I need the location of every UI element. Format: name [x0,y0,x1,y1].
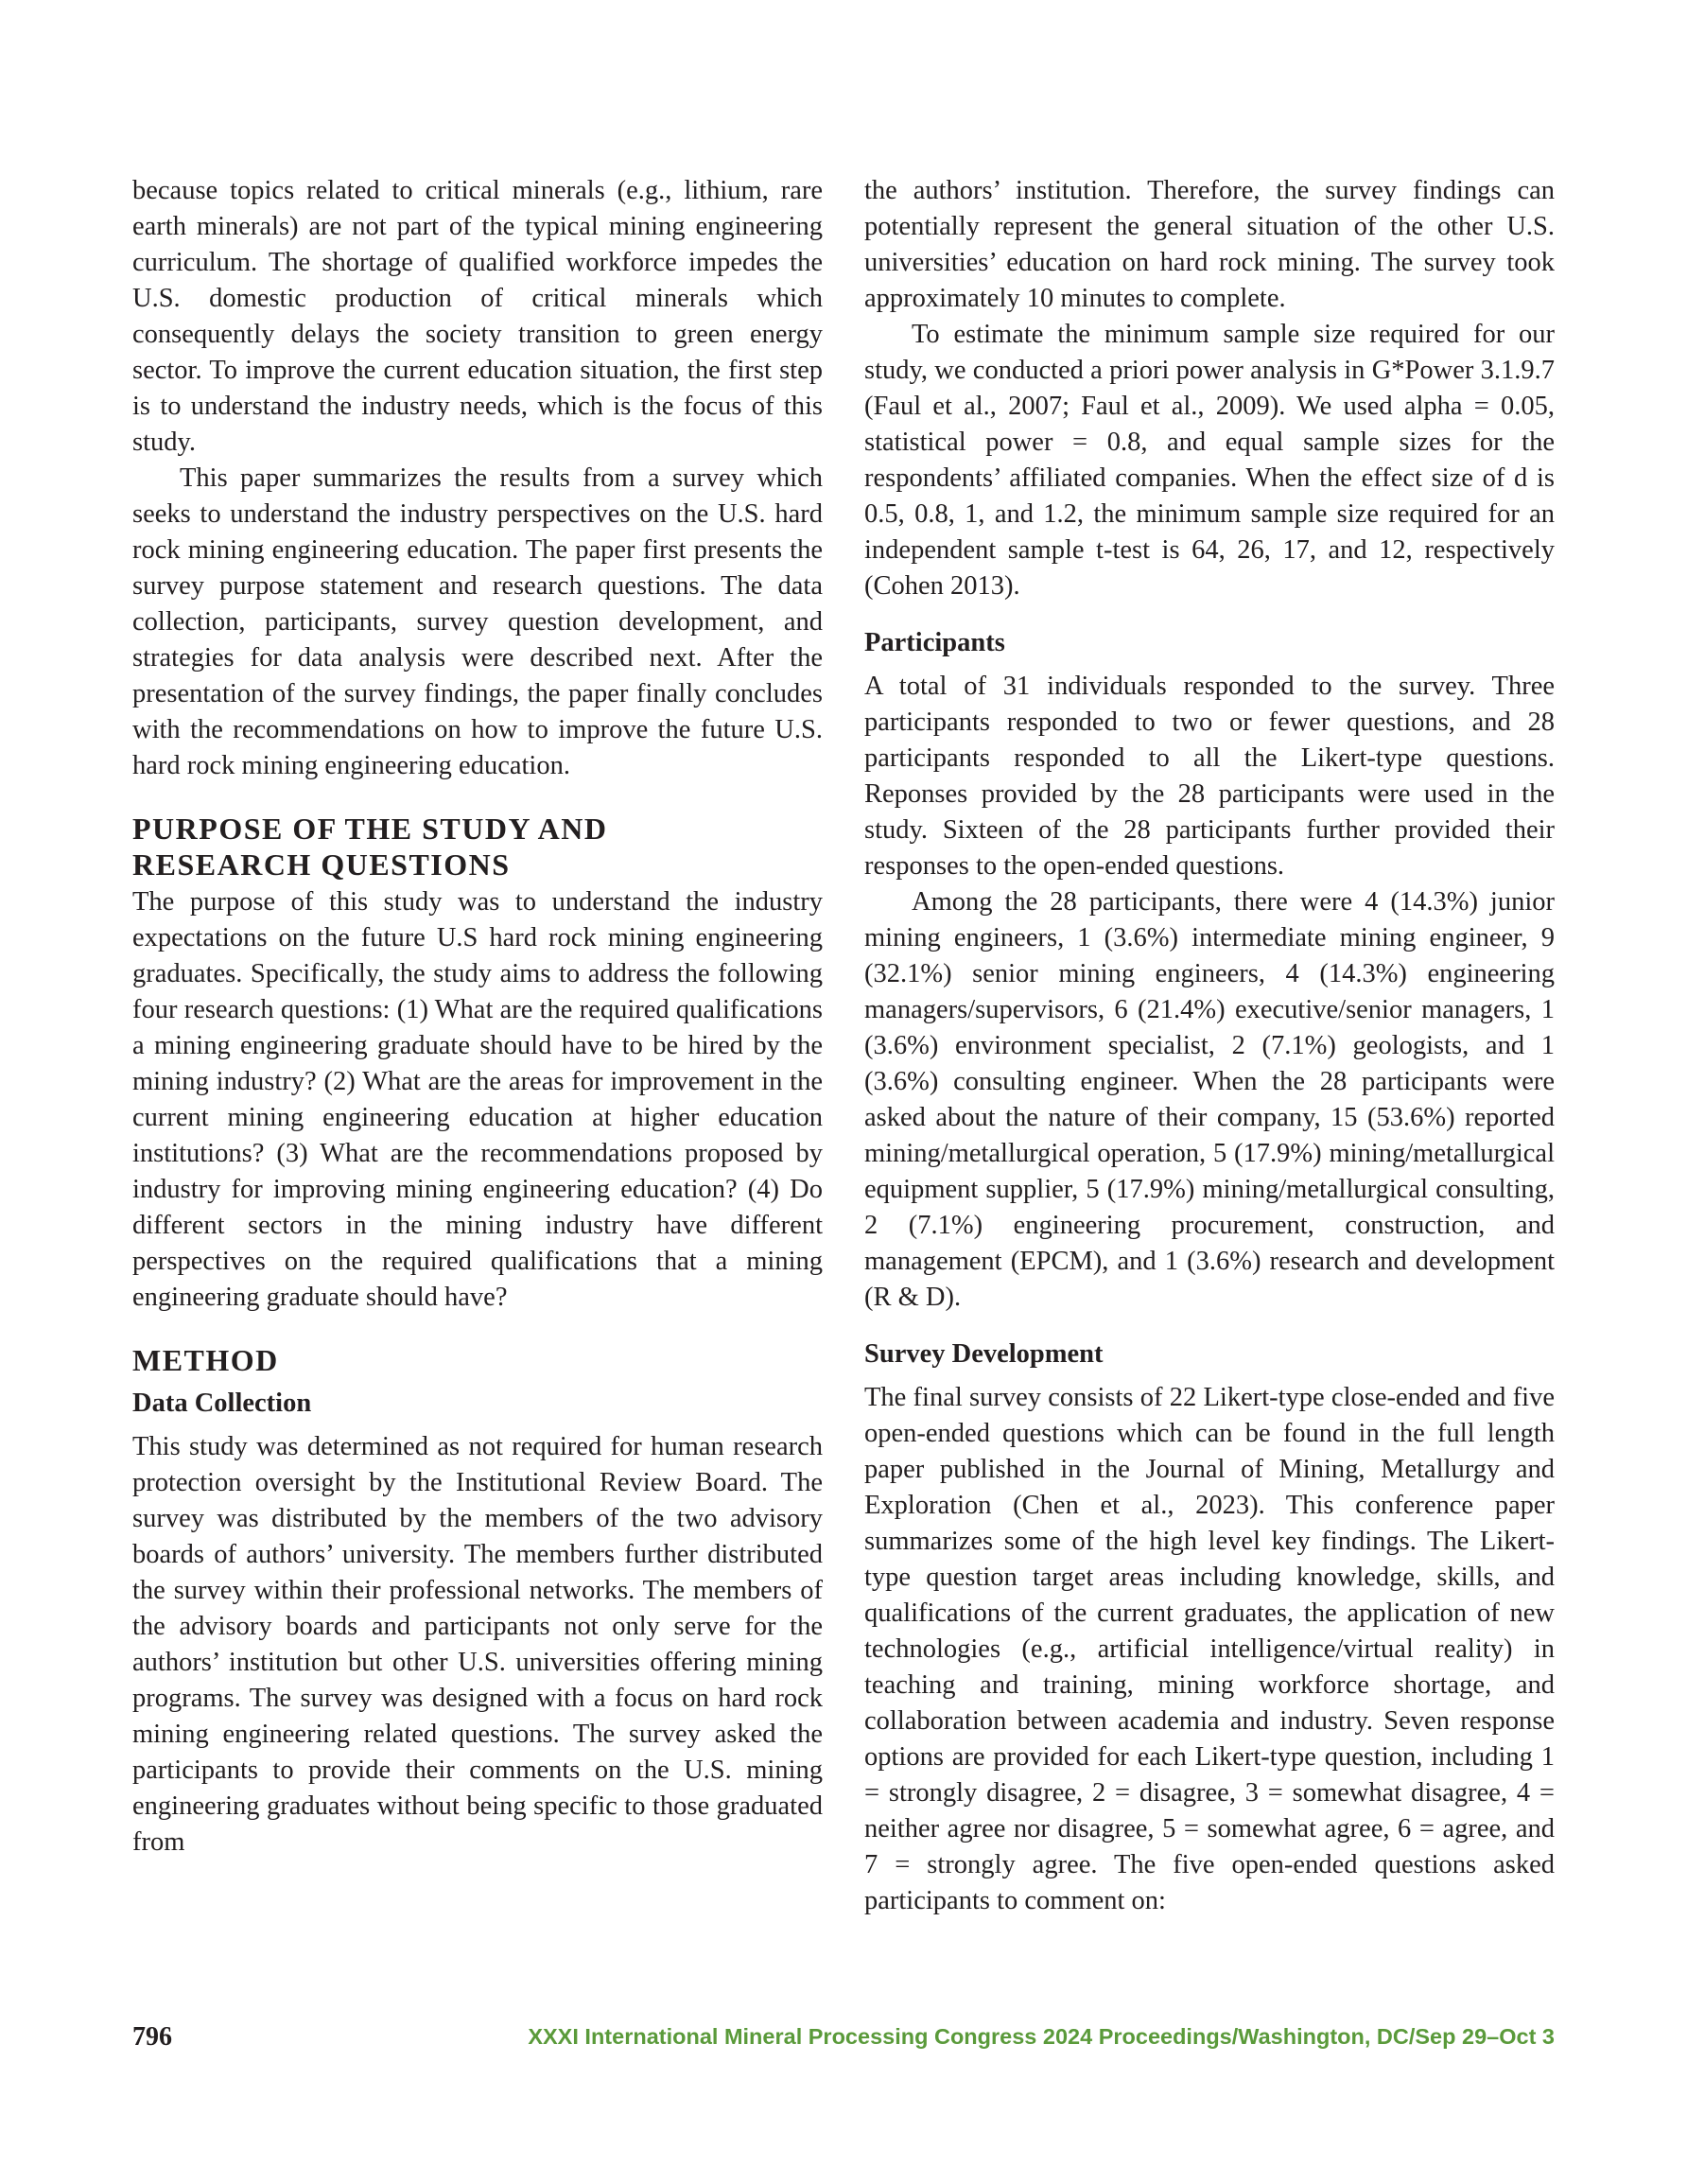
subsection-heading-participants: Participants [864,628,1005,657]
running-footer-title: XXXI International Mineral Processing Congress 2024 Proceedings/Washington, DC/Sep 29–Oct 3 [528,2024,1555,2049]
section-heading-purpose [132,811,823,882]
body-paragraph: To estimate the minimum sample size required for our study, we conducted a priori power analysis in G*Power 3.1.9.7 (Faul et al., 2007; Faul et al., 2009). We used alpha = 0.05, statistical power = 0.8, and equal sample sizes for the respondents’ affiliated companies. When the effect size of d is 0.5, 0.8, 1, and 1.2, the minimum sample size required for an independent sample t-test is 64, 26, 17, and 12, respectively (Cohen 2013). [864,320,1555,601]
right-column [864,173,1555,1919]
page-number: 796 [132,2022,172,2052]
body-paragraph: the authors’ institution. Therefore, the survey findings can potentially represent the general situation of the other U.S. universities’ education on hard rock mining. The survey took approximately 10 minutes to complete. [864,176,1555,313]
subsection-heading-data-collection: Data Collection [132,1389,312,1418]
left-column [132,173,823,1861]
body-paragraph: The purpose of this study was to understand the industry expectations on the future U.S hard rock mining engineering graduates. Specifically, the study aims to address the following four research questions: (1) What are the required qualifications a mining engineering graduate should have to be hired by the mining industry? (2) What are the areas for improvement in the current mining engineering education at higher education institutions? (3) What are the recommendations proposed by industry for improving mining engineering education? (4) Do different sectors in the mining industry have different perspectives on the required qualifications that a mining engineering graduate should have? [132,887,823,1312]
body-paragraph: This paper summarizes the results from a survey which seeks to understand the industry perspectives on the U.S. hard rock mining engineering education. The paper first presents the survey purpose statement and research questions. The data collection, participants, survey question development, and strategies for data analysis were described next. After the presentation of the survey findings, the paper finally concludes with the recommendations on how to improve the future U.S. hard rock mining engineering education. [132,463,823,780]
body-paragraph: The final survey consists of 22 Likert-type close-ended and five open-ended questions which can be found in the full length paper published in the Journal of Mining, Metallurgy and Exploration (Chen et al., 2023). This conference paper summarizes some of the high level key findings. The Likert-type question target areas including knowledge, skills, and qualifications of the current graduates, the application of new technologies (e.g., artificial intelligence/virtual reality) in teaching and training, mining workforce shortage, and collaboration between academia and industry. Seven response options are provided for each Likert-type question, including 1 = strongly disagree, 2 = disagree, 3 = somewhat disagree, 4 = neither agree nor disagree, 5 = somewhat agree, 6 = agree, and 7 = strongly agree. The five open-ended questions asked participants to comment on: [864,1383,1555,1915]
section-heading-method: METHOD [132,1343,279,1377]
body-paragraph: Among the 28 participants, there were 4 (14.3%) junior mining engineers, 1 (3.6%) intermediate mining engineer, 9 (32.1%) senior mining engineers, 4 (14.3%) engineering managers/supervisors, 6 (21.4%) executive/senior managers, 1 (3.6%) environment specialist, 2 (7.1%) geologists, and 1 (3.6%) consulting engineer. When the 28 participants were asked about the nature of their company, 15 (53.6%) reported mining/metallurgical operation, 5 (17.9%) mining/metallurgical equipment supplier, 5 (17.9%) mining/metallurgical consulting, 2 (7.1%) engineering procurement, construction, and management (EPCM), and 1 (3.6%) research and development (R & D). [864,887,1555,1312]
heading-line: PURPOSE OF THE STUDY AND [132,812,608,846]
body-paragraph: A total of 31 individuals responded to the survey. Three participants responded to two or fewer questions, and 28 participants responded to all the Likert-type questions. Reponses provided by the 28 participants were used in the study. Sixteen of the 28 participants further provided their responses to the open-ended questions. [864,672,1555,881]
subsection-heading-survey-development: Survey Development [864,1339,1104,1369]
heading-line: RESEARCH QUESTIONS [132,847,511,882]
page-footer [132,2022,1555,2060]
body-paragraph: This study was determined as not required for human research protection oversight by the Institutional Review Board. The survey was distributed by the members of the two advisory boards of authors’ university. The members further distributed the survey within their professional networks. The members of the advisory boards and participants not only serve for the authors’ institution but other U.S. universities offering mining programs. The survey was designed with a focus on hard rock mining engineering related questions. The survey asked the participants to provide their comments on the U.S. mining engineering graduates without being specific to those graduated from [132,1432,823,1857]
body-paragraph: because topics related to critical minerals (e.g., lithium, rare earth minerals) are not part of the typical mining engineering curriculum. The shortage of qualified workforce impedes the U.S. domestic production of critical minerals which consequently delays the society transition to green energy sector. To improve the current education situation, the first step is to understand the industry needs, which is the focus of this study. [132,176,823,457]
